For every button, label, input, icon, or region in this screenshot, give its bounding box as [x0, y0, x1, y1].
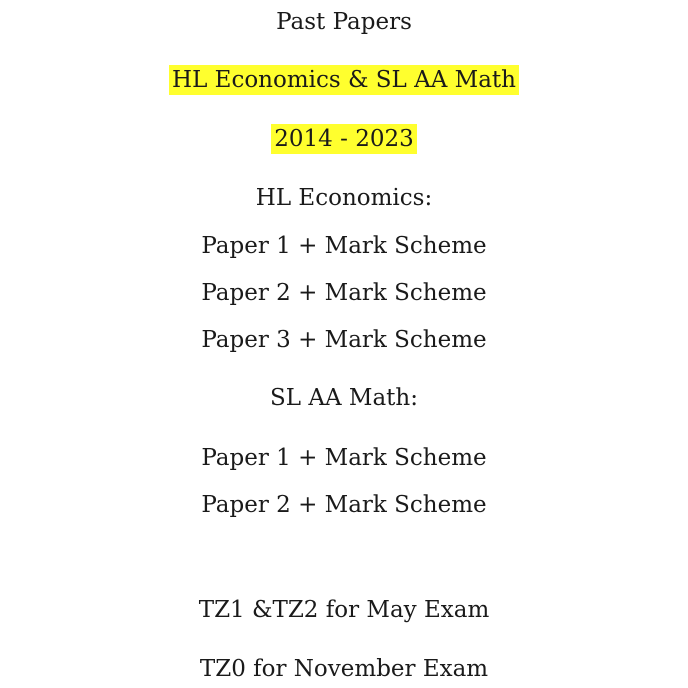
sl-aa-math-heading: SL AA Math: [270, 385, 418, 411]
years-highlight: 2014 - 2023 [271, 124, 416, 154]
november-exam-note: TZ0 for November Exam [199, 656, 489, 682]
sl-aa-math-heading-row [0, 383, 688, 413]
list-item [0, 443, 688, 473]
may-exam-note-row [0, 595, 688, 625]
subject-highlight: HL Economics & SL AA Math [169, 65, 519, 95]
hl-econ-paper-3: Paper 3 + Mark Scheme [201, 327, 487, 353]
page-title-row [0, 7, 688, 37]
list-item [0, 278, 688, 308]
may-exam-note: TZ1 &TZ2 for May Exam [198, 597, 490, 623]
hl-econ-paper-2: Paper 2 + Mark Scheme [201, 280, 487, 306]
list-item [0, 325, 688, 355]
subtitle-row [0, 65, 688, 95]
hl-economics-heading-row [0, 183, 688, 213]
page-title: Past Papers [276, 9, 412, 35]
list-item [0, 490, 688, 520]
sl-math-paper-2: Paper 2 + Mark Scheme [201, 492, 487, 518]
years-row [0, 124, 688, 154]
sl-math-paper-1: Paper 1 + Mark Scheme [201, 445, 487, 471]
hl-econ-paper-1: Paper 1 + Mark Scheme [201, 233, 487, 259]
list-item [0, 231, 688, 261]
hl-economics-heading: HL Economics: [255, 185, 433, 211]
november-exam-note-row [0, 654, 688, 684]
